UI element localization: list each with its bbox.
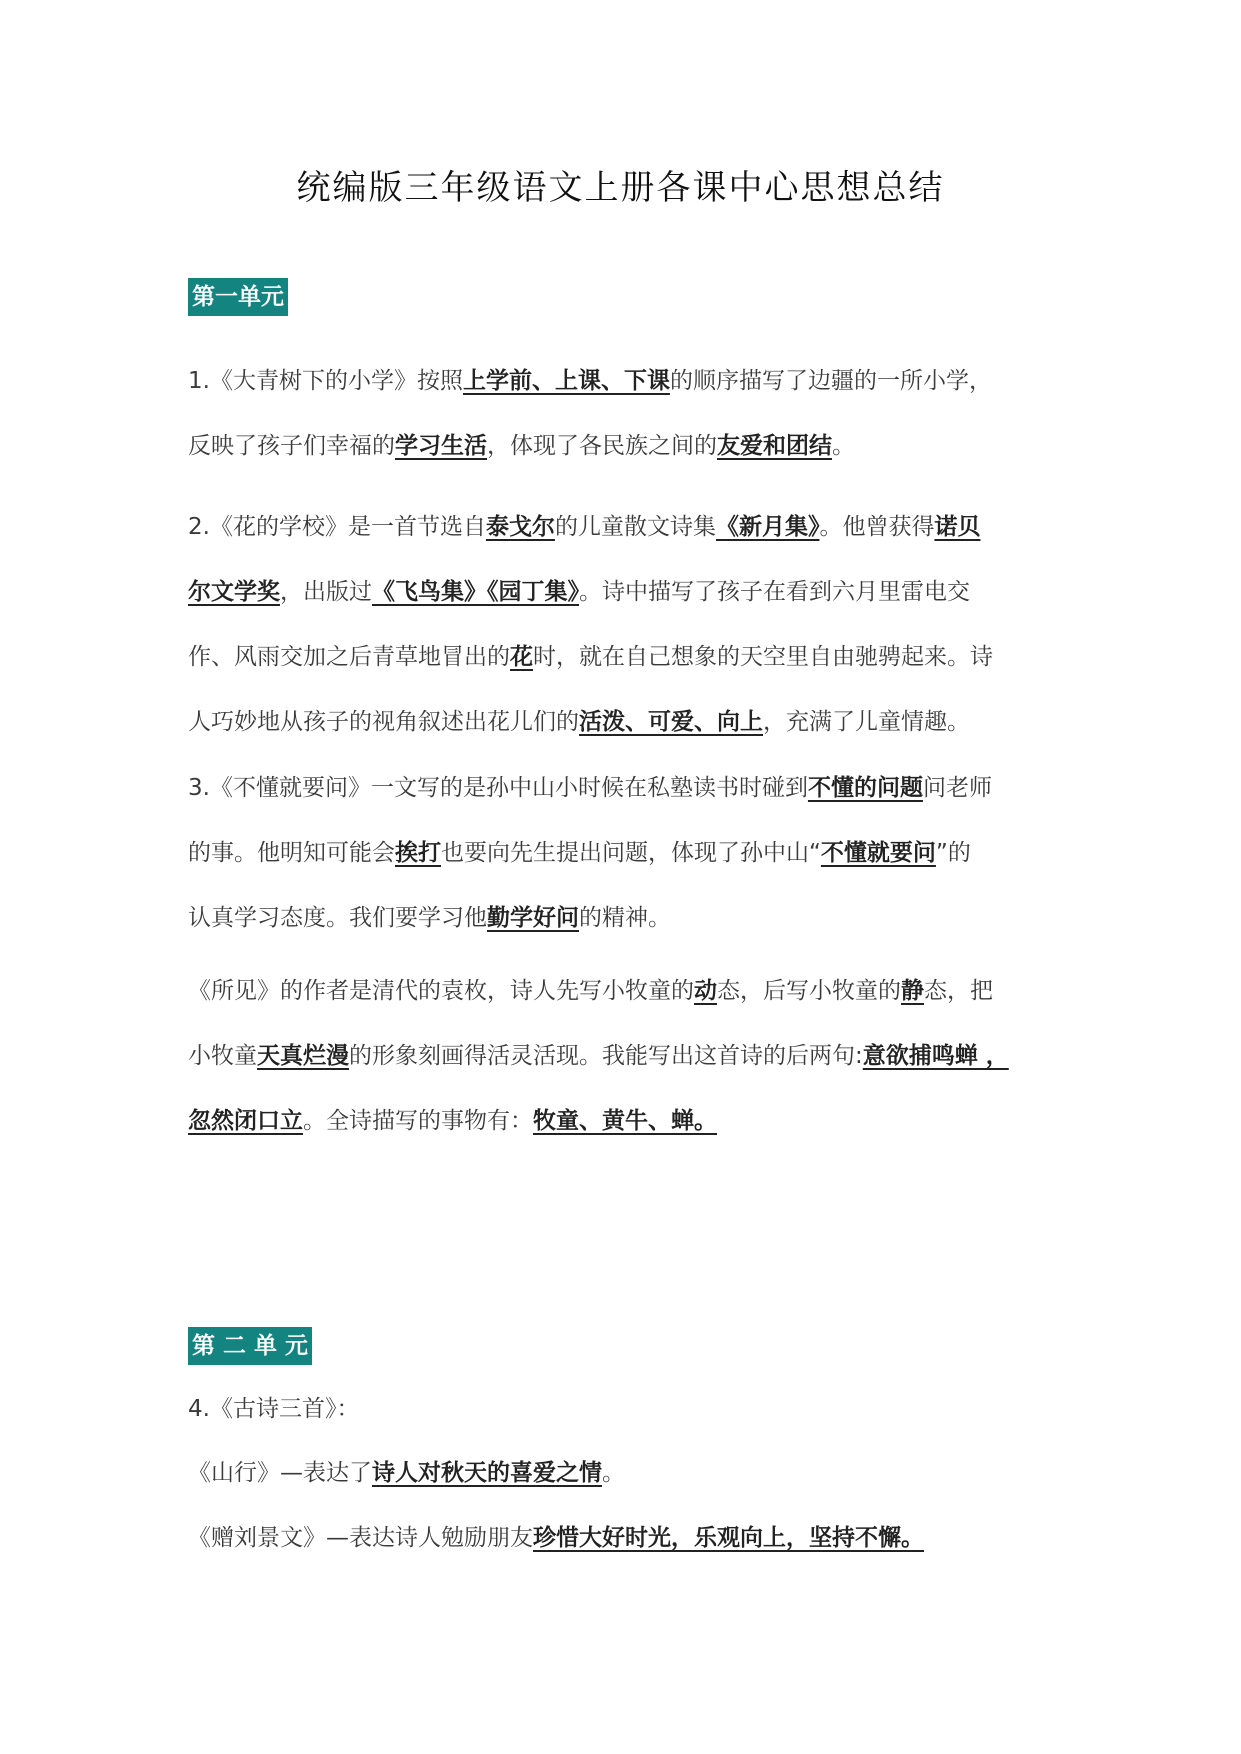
unit-heading-1: 第一单元 bbox=[188, 278, 288, 316]
paragraph-line bbox=[188, 1377, 1068, 1442]
key-phrase: 动 bbox=[694, 978, 717, 1004]
key-phrase: 学习生活 bbox=[395, 433, 487, 459]
document-title: 统编版三年级语文上册各课中心思想总结 bbox=[296, 168, 945, 208]
text-run: 。诗中描写了孩子在看到六月里雷电交 bbox=[579, 579, 970, 605]
text-run: 时，就在自己想象的天空里自由驰骋起来。诗 bbox=[533, 644, 993, 670]
text-run: 4.《古诗三首》： bbox=[188, 1396, 360, 1422]
paragraph-line bbox=[188, 349, 1068, 414]
text-run: 小牧童 bbox=[188, 1043, 257, 1069]
key-phrase: 诺贝 bbox=[934, 514, 981, 540]
text-run: ，体现了各民族之间的 bbox=[487, 433, 717, 459]
paragraph-line bbox=[188, 690, 1068, 755]
text-run: 。他曾获得 bbox=[819, 514, 935, 540]
text-run: 。 bbox=[602, 1460, 625, 1486]
key-phrase: 尔文学奖 bbox=[188, 579, 280, 605]
text-run: ，出版过 bbox=[280, 579, 372, 605]
paragraph-line bbox=[188, 1024, 1068, 1089]
key-phrase: 忽然闭口立 bbox=[188, 1108, 303, 1134]
text-run: 态，把 bbox=[924, 978, 993, 1004]
paragraph-4 bbox=[188, 959, 1068, 1154]
paragraph-5 bbox=[188, 1377, 1068, 1442]
paragraph-line bbox=[188, 1441, 1068, 1506]
unit-heading-2: 第 二 单 元 bbox=[188, 1327, 312, 1365]
text-run: 1.《大青树下的小学》按照 bbox=[188, 368, 463, 394]
paragraph-line bbox=[188, 959, 1068, 1024]
text-run: 的顺序描写了边疆的一所小学， bbox=[669, 368, 992, 394]
paragraph-line bbox=[188, 495, 1068, 560]
text-run: 人巧妙地从孩子的视角叙述出花儿们的 bbox=[188, 709, 579, 735]
key-phrase: 上学前、上课、下课 bbox=[462, 368, 670, 394]
paragraph-line bbox=[188, 1506, 1068, 1571]
paragraph-6 bbox=[188, 1441, 1068, 1506]
text-run: 也要向先生提出问题，体现了孙中山“ bbox=[441, 840, 821, 866]
key-phrase: 不懂的问题 bbox=[807, 775, 923, 801]
paragraph-line bbox=[188, 560, 1068, 625]
key-phrase: 静 bbox=[901, 978, 924, 1004]
key-phrase: 天真烂漫 bbox=[257, 1043, 349, 1069]
paragraph-2 bbox=[188, 495, 1068, 755]
key-phrase: 花 bbox=[510, 644, 533, 670]
key-phrase: 泰戈尔 bbox=[485, 514, 555, 540]
text-run: 《山行》—表达了 bbox=[188, 1460, 372, 1486]
key-phrase: 挨打 bbox=[395, 840, 441, 866]
key-phrase: 意欲捕鸣蝉 ， bbox=[862, 1043, 1009, 1069]
paragraph-line bbox=[188, 1089, 1068, 1154]
paragraph-line bbox=[188, 756, 1068, 821]
paragraph-7 bbox=[188, 1506, 1068, 1571]
key-phrase: 不懂就要问 bbox=[820, 840, 936, 866]
text-run: 的形象刻画得活灵活现。我能写出这首诗的后两句: bbox=[349, 1043, 863, 1069]
key-phrase: 友爱和团结 bbox=[717, 433, 832, 459]
key-phrase: 勤学好问 bbox=[487, 905, 579, 931]
key-phrase: 《新月集》 bbox=[715, 514, 820, 540]
paragraph-1 bbox=[188, 349, 1068, 479]
text-run: ，充满了儿童情趣。 bbox=[763, 709, 970, 735]
text-run: 《所见》的作者是清代的袁枚，诗人先写小牧童的 bbox=[188, 978, 694, 1004]
paragraph-line bbox=[188, 886, 1068, 951]
text-run: 的儿童散文诗集 bbox=[554, 514, 716, 540]
text-run: 的精神。 bbox=[579, 905, 671, 931]
text-run: 态，后写小牧童的 bbox=[717, 978, 901, 1004]
key-phrase: 活泼、可爱、向上 bbox=[579, 709, 763, 735]
text-run: 《赠刘景文》—表达诗人勉励朋友 bbox=[188, 1525, 533, 1551]
text-run: ”的 bbox=[935, 840, 971, 866]
text-run: 反映了孩子们幸福的 bbox=[188, 433, 395, 459]
key-phrase: 诗人对秋天的喜爱之情 bbox=[372, 1460, 602, 1486]
text-run: 问老师 bbox=[922, 775, 992, 801]
text-run: 作、风雨交加之后青草地冒出的 bbox=[188, 644, 510, 670]
key-phrase: 珍惜大好时光，乐观向上，坚持不懈。 bbox=[533, 1525, 924, 1551]
text-run: 3.《不懂就要问》一文写的是孙中山小时候在私塾读书时碰到 bbox=[188, 775, 808, 801]
text-run: 。 bbox=[832, 433, 855, 459]
text-run: 认真学习态度。我们要学习他 bbox=[188, 905, 487, 931]
text-run: 。全诗描写的事物有： bbox=[303, 1108, 533, 1134]
text-run: 2.《花的学校》是一首节选自 bbox=[188, 514, 486, 540]
text-run: 的事。他明知可能会 bbox=[188, 840, 395, 866]
paragraph-line bbox=[188, 625, 1068, 690]
key-phrase: 牧童、黄牛、蝉。 bbox=[533, 1108, 717, 1134]
key-phrase: 《飞鸟集》《园丁集》 bbox=[372, 579, 579, 605]
paragraph-line bbox=[188, 414, 1068, 479]
paragraph-3 bbox=[188, 756, 1068, 951]
paragraph-line bbox=[188, 821, 1068, 886]
